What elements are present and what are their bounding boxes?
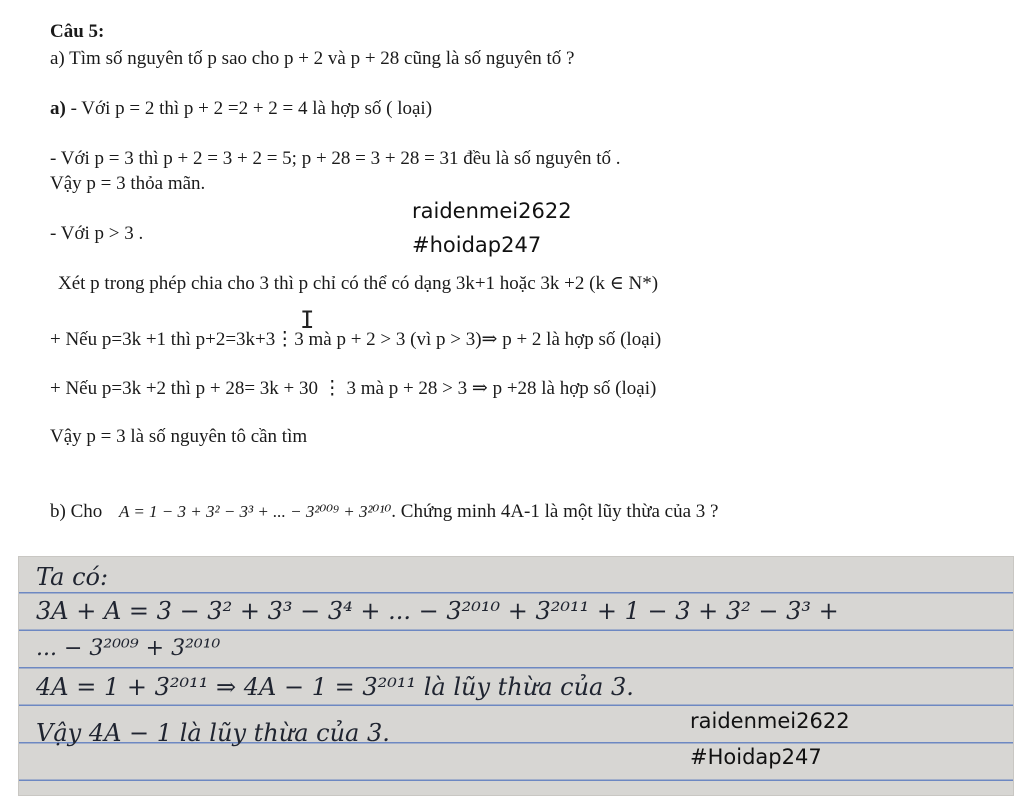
text-cursor-icon: I xyxy=(300,306,315,334)
solution-a-line-5: Xét p trong phép chia cho 3 thì p chỉ có thể có dạng 3k+1 hoặc 3k +2 (k ∈ N*) xyxy=(58,273,659,294)
solution-a-line-1 xyxy=(50,97,432,121)
watermark-user-top: raidenmei2622 xyxy=(412,199,572,223)
solution-a-line-4: - Với p > 3 . xyxy=(50,223,144,244)
part-b-suffix: . Chứng minh 4A-1 là một lũy thừa của 3 ? xyxy=(391,501,719,522)
solution-a-line-8: Vậy p = 3 là số nguyên tô cần tìm xyxy=(50,426,308,447)
watermark-user-bottom: raidenmei2622 xyxy=(690,709,850,733)
watermark-tag-bottom: #Hoidap247 xyxy=(690,745,822,769)
solution-a-line-2: - Với p = 3 thì p + 2 = 3 + 2 = 5; p + 28 = 3 + 28 = 31 đều là số nguyên tố . xyxy=(50,148,621,169)
handwritten-line-4: 4A = 1 + 3²⁰¹¹ ⇒ 4A − 1 = 3²⁰¹¹ là lũy thừa của 3. xyxy=(36,673,634,701)
handwritten-line-5: Vậy 4A − 1 là lũy thừa của 3. xyxy=(36,719,390,747)
handwritten-line-2: 3A + A = 3 − 3² + 3³ − 3⁴ + ... − 3²⁰¹⁰ + 3²⁰¹¹ + 1 − 3 + 3² − 3³ + xyxy=(36,597,839,625)
solution-a-line-1-text: - Với p = 2 thì p + 2 =2 + 2 = 4 là hợp số ( loại) xyxy=(65,98,433,119)
solution-a-line-3: Vậy p = 3 thỏa mãn. xyxy=(50,173,206,194)
solution-a-label: a) xyxy=(50,98,66,119)
solution-a-line-6: + Nếu p=3k +1 thì p+2=3k+3⋮3 mà p + 2 > 3 (vì p > 3)⇒ p + 2 là hợp số (loại) xyxy=(50,329,662,350)
part-a-question: a) Tìm số nguyên tố p sao cho p + 2 và p + 28 cũng là số nguyên tố ? xyxy=(50,48,575,69)
problem-title: Câu 5: xyxy=(50,21,105,42)
watermark-tag-top: #hoidap247 xyxy=(412,233,542,257)
handwritten-line-1: Ta có: xyxy=(36,563,109,591)
part-b-question xyxy=(50,500,718,524)
part-b-formula: A = 1 − 3 + 3² − 3³ + ... − 3²⁰⁰⁹ + 3²⁰¹⁰ xyxy=(119,502,392,521)
part-b-prefix: b) Cho xyxy=(50,501,103,522)
handwritten-line-3: ... − 3²⁰⁰⁹ + 3²⁰¹⁰ xyxy=(36,636,221,661)
solution-a-line-7: + Nếu p=3k +2 thì p + 28= 3k + 30 ⋮ 3 mà p + 28 > 3 ⇒ p +28 là hợp số (loại) xyxy=(50,378,657,399)
handwritten-note xyxy=(18,556,1014,796)
